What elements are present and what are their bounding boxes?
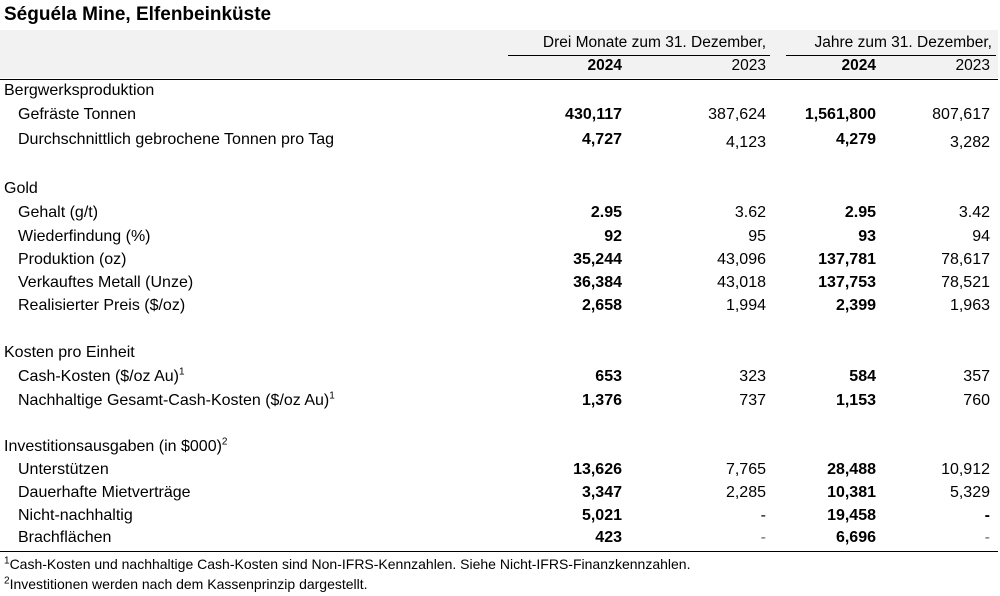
header-year-q-2023: 2023: [731, 57, 766, 74]
cell-q-2024: 35,244: [573, 251, 622, 268]
cell-q-2024: 36,384: [573, 274, 622, 291]
footnote-marker: 1: [4, 555, 10, 567]
cell-y-2023: 807,617: [932, 106, 990, 123]
row-label-text: Nachhaltige Gesamt-Cash-Kosten ($/oz Au): [18, 392, 330, 409]
header-group-underline: [508, 55, 770, 56]
cell-y-2023: 10,912: [941, 461, 990, 478]
section-heading: Kosten pro Einheit: [4, 344, 135, 361]
section-heading-mining: [0, 82, 998, 106]
cell-y-2023: 3,282: [949, 134, 990, 151]
table-row: [0, 484, 998, 508]
row-label: Gefräste Tonnen: [18, 106, 137, 123]
table-bottom-rule: [0, 551, 998, 552]
cell-q-2023: 4,123: [725, 134, 766, 151]
section-heading-gold: [0, 180, 998, 204]
section-heading-unit-costs: [0, 344, 998, 368]
table-row: [0, 251, 998, 275]
cell-q-2023: -: [760, 529, 766, 546]
cell-q-2024: 2.95: [590, 204, 622, 221]
cell-y-2023: 78,521: [941, 274, 990, 291]
cell-y-2023: -: [984, 507, 990, 524]
table-row: [0, 392, 998, 416]
table-row: [0, 106, 998, 130]
cell-q-2023: 387,624: [708, 106, 766, 123]
row-label: Wiederfindung (%): [18, 228, 151, 245]
section-heading-capex: [0, 438, 998, 462]
cell-y-2024: 93: [858, 228, 876, 245]
page-title: Séguéla Mine, Elfenbeinküste: [4, 4, 272, 25]
cell-y-2024: 6,696: [835, 529, 876, 546]
cell-y-2024: 1,561,800: [804, 106, 876, 123]
section-heading: [4, 438, 227, 456]
row-label: Brachflächen: [18, 529, 112, 546]
table-row: [0, 461, 998, 485]
row-label: Gehalt (g/t): [18, 204, 99, 221]
cell-q-2023: 43,018: [717, 274, 766, 291]
footnote-marker: 2: [4, 575, 10, 587]
cell-y-2024: 2,399: [835, 297, 876, 314]
section-heading-text: Investitionsausgaben (in $000): [4, 438, 222, 455]
cell-q-2024: 92: [604, 228, 622, 245]
header-group-years: Jahre zum 31. Dezember,: [814, 34, 992, 51]
cell-y-2024: 28,488: [827, 461, 876, 478]
row-label: Durchschnittlich gebrochene Tonnen pro Tag: [18, 131, 335, 148]
table-row: [0, 131, 998, 155]
header-rule: [0, 79, 998, 80]
row-label: [18, 368, 185, 386]
row-label-text: Cash-Kosten ($/oz Au): [18, 368, 179, 385]
row-label: Unterstützen: [18, 461, 109, 478]
cell-y-2024: 2.95: [844, 204, 876, 221]
cell-y-2023: -: [984, 529, 990, 546]
cell-y-2023: 78,617: [941, 251, 990, 268]
table-row: [0, 204, 998, 228]
header-year-q-2024: 2024: [587, 57, 622, 74]
cell-q-2023: 323: [739, 368, 766, 385]
cell-y-2023: 94: [972, 228, 990, 245]
footnote: [4, 576, 368, 592]
table-row: [0, 529, 998, 553]
cell-q-2024: 423: [595, 529, 622, 546]
table-row: [0, 297, 998, 321]
row-label: Nicht-nachhaltig: [18, 507, 133, 524]
cell-y-2024: 1,153: [835, 392, 876, 409]
cell-y-2024: 137,753: [818, 274, 876, 291]
cell-q-2024: 4,727: [581, 131, 622, 148]
table-row: [0, 368, 998, 392]
cell-y-2024: 584: [849, 368, 876, 385]
section-heading: Gold: [4, 180, 38, 197]
table-row: [0, 274, 998, 298]
footnote-ref: 2: [221, 436, 228, 448]
cell-y-2024: 137,781: [818, 251, 876, 268]
cell-y-2023: 760: [963, 392, 990, 409]
row-label: [18, 392, 335, 410]
cell-y-2023: 357: [963, 368, 990, 385]
cell-y-2024: 10,381: [827, 484, 876, 501]
cell-q-2024: 3,347: [581, 484, 622, 501]
table-row: [0, 507, 998, 531]
cell-q-2023: 737: [739, 392, 766, 409]
row-label: Realisierter Preis ($/oz): [18, 297, 186, 314]
row-label: Verkauftes Metall (Unze): [18, 274, 194, 291]
cell-q-2023: 43,096: [717, 251, 766, 268]
footnote-ref: 1: [178, 366, 185, 378]
cell-q-2023: 7,765: [725, 461, 766, 478]
cell-q-2023: 2,285: [725, 484, 766, 501]
row-label: Produktion (oz): [18, 251, 127, 268]
cell-q-2024: 5,021: [581, 507, 622, 524]
header-year-y-2024: 2024: [841, 57, 876, 74]
footnote: [4, 556, 690, 572]
cell-y-2024: 4,279: [835, 131, 876, 148]
cell-y-2023: 5,329: [949, 484, 990, 501]
footnote-text: Investitionen werden nach dem Kassenprinzip dargestellt.: [9, 576, 368, 592]
cell-q-2023: -: [760, 507, 766, 524]
section-heading: Bergwerksproduktion: [4, 82, 155, 99]
cell-y-2023: 1,963: [949, 297, 990, 314]
cell-q-2023: 95: [748, 228, 766, 245]
table-row: [0, 228, 998, 252]
header-group-underline: [786, 55, 996, 56]
header-group-three-months: Drei Monate zum 31. Dezember,: [542, 34, 766, 51]
cell-q-2023: 1,994: [725, 297, 766, 314]
cell-y-2023: 3.42: [958, 204, 990, 221]
cell-q-2024: 2,658: [581, 297, 622, 314]
footnote-text: Cash-Kosten und nachhaltige Cash-Kosten sind Non-IFRS-Kennzahlen. Siehe Nicht-IFRS-Finanzkennzahlen.: [9, 556, 691, 572]
row-label: Dauerhafte Mietverträge: [18, 484, 191, 501]
cell-q-2024: 430,117: [565, 106, 622, 123]
header-year-y-2023: 2023: [955, 57, 990, 74]
cell-y-2024: 19,458: [827, 507, 876, 524]
cell-q-2024: 653: [595, 368, 622, 385]
cell-q-2023: 3.62: [734, 204, 766, 221]
footnote-ref: 1: [329, 390, 335, 402]
cell-q-2024: 13,626: [573, 461, 622, 478]
cell-q-2024: 1,376: [581, 392, 622, 409]
